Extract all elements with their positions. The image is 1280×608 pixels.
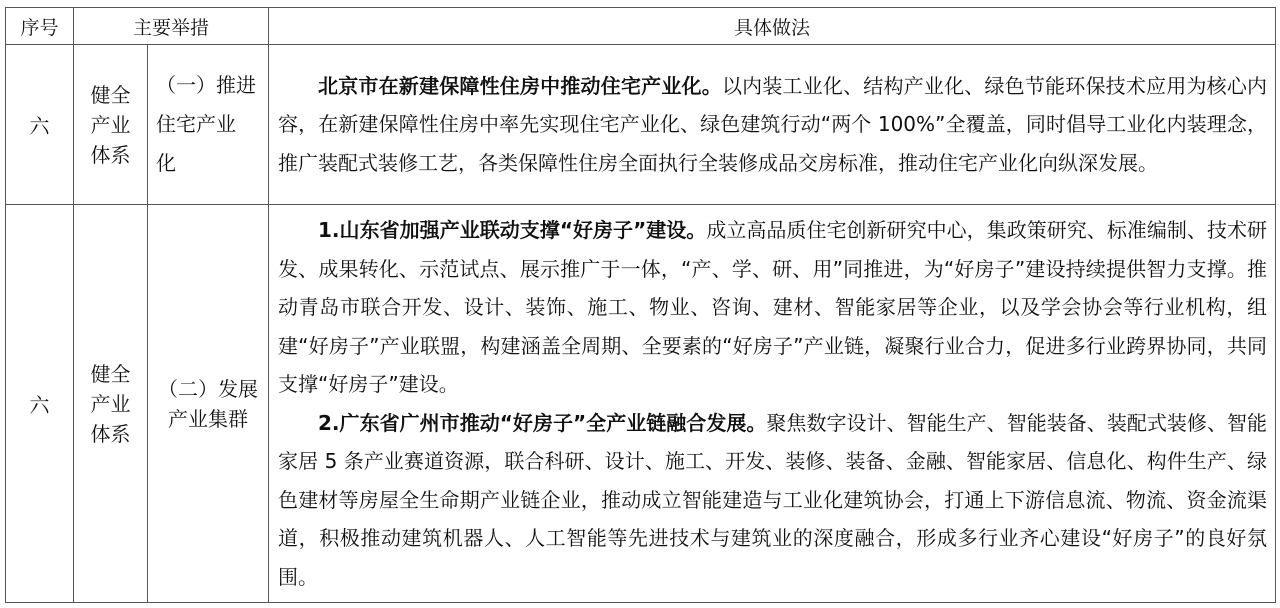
system-line: 产业 xyxy=(90,112,131,137)
paragraph-text: 成立高品质住宅创新研究中心，集政策研究、标准编制、技术研发、成果转化、示范试点、展示推广于一体，“产、学、研、用”同推进，为“好房子”建设持续提供智力支撑。推动青岛市联合开发、设计、装饰、施工、物业、咨询、建材、智能家居等企业，以及学会协会等行业机构，组建“好房子”产业联盟，构建涵盖全周期、全要素的“好房子”产业链，凝聚行业合力，促进多行业跨界协同，共同支撑“好房子”建设。 xyxy=(278,218,1268,396)
row-practice xyxy=(269,45,1276,205)
measure-line: （一）推进 xyxy=(156,73,256,97)
row-system xyxy=(74,205,148,603)
practice-paragraph xyxy=(278,404,1267,597)
row-measure xyxy=(148,205,269,603)
table-row xyxy=(6,45,1276,205)
row-measure xyxy=(148,45,269,205)
system-line: 体系 xyxy=(90,421,131,446)
practice-paragraph xyxy=(278,211,1267,404)
policy-table xyxy=(5,7,1276,603)
system-line: 产业 xyxy=(90,391,131,416)
measure-line: 产业集群 xyxy=(168,406,248,431)
header-seq: 序号 xyxy=(6,8,74,45)
paragraph-lead: 北京市在新建保障性住房中推动住宅产业化。 xyxy=(318,73,722,98)
system-line: 健全 xyxy=(90,361,131,386)
practice-paragraph xyxy=(278,67,1267,183)
paragraph-text: 聚焦数字设计、智能生产、智能装备、装配式装修、智能家居 5 条产业赛道资源，联合科研、设计、施工、开发、装修、装备、金融、智能家居、信息化、构件生产、绿色建材等房屋全生命期产业链企业，推动成立智能建造与工业化建筑协会，打通上下游信息流、物流、资金流渠道，积极推动建筑机器人、人工智能等先进技术与建筑业的深度融合，形成多行业齐心建设“好房子”的良好氛围。 xyxy=(278,410,1268,589)
system-line: 体系 xyxy=(90,142,131,167)
paragraph-lead: 1.山东省加强产业联动支撑“好房子”建设。 xyxy=(318,218,707,242)
paragraph-lead: 2.广东省广州市推动“好房子”全产业链融合发展。 xyxy=(318,410,767,435)
measure-line: 住宅产业 xyxy=(156,112,236,136)
paragraph-text: 以内装工业化、结构产业化、绿色节能环保技术应用为核心内容，在新建保障性住房中率先实现住宅产业化、绿色建筑行动“两个 100%”全覆盖，同时倡导工业化内装理念，推广装配式装修工艺，各类保障性住房全面执行全装修成品交房标准，推动住宅产业化向纵深发展。 xyxy=(278,73,1268,175)
row-practice xyxy=(269,205,1276,603)
measure-line: 化 xyxy=(156,151,176,175)
row-seq: 六 xyxy=(6,205,74,603)
measure-line: （二）发展 xyxy=(158,376,258,401)
row-seq: 六 xyxy=(6,45,74,205)
table-row xyxy=(6,205,1276,603)
header-measures: 主要举措 xyxy=(74,8,269,45)
header-practice: 具体做法 xyxy=(269,8,1276,45)
system-line: 健全 xyxy=(90,82,131,107)
table-header-row xyxy=(6,8,1276,45)
row-system xyxy=(74,45,148,205)
